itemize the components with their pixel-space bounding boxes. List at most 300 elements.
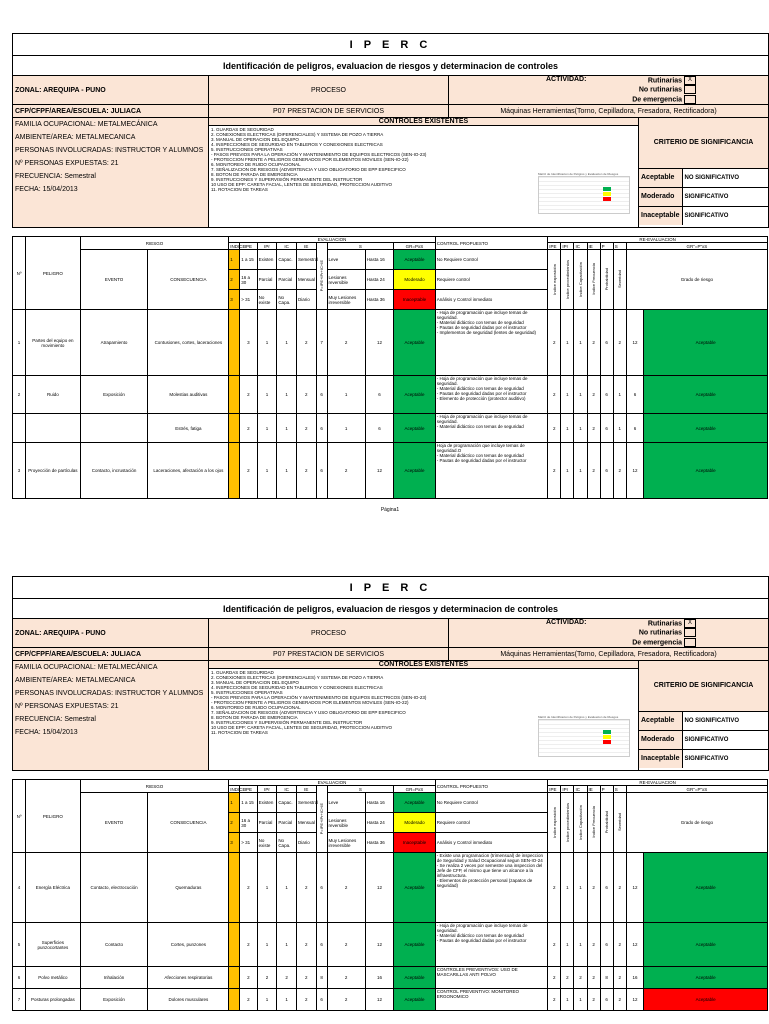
eval-value: 6 — [316, 853, 327, 923]
row-number: 2 — [13, 376, 26, 414]
criterio-cell — [639, 661, 769, 771]
indice-cell — [229, 989, 240, 1011]
evento-cell: Contacto, incrustación — [80, 443, 148, 499]
r3c: No Capa. — [277, 833, 297, 853]
row-number: 1 — [13, 310, 26, 376]
g1: Aceptable — [394, 250, 436, 270]
evento-cell — [80, 414, 148, 443]
reeval-value: 2 — [548, 967, 561, 989]
reeval-value: 2 — [613, 989, 626, 1011]
reeval-value: 1 — [561, 989, 574, 1011]
eval-value: 2 — [327, 443, 365, 499]
col-reeval: RE-EVALUACION — [548, 780, 768, 786]
reeval-value: 2 — [613, 310, 626, 376]
familia-label: FAMILIA OCUPACIONAL: METALMECÁNICA — [15, 664, 158, 672]
reeval-value: 2 — [548, 989, 561, 1011]
control-item: 6. MONITOREO DE RUIDO OCUPACIONAL — [211, 162, 301, 168]
significativo2-label: SIGNIFICATIVO — [684, 212, 729, 219]
cfp-label: CFP/CFPF/AREA/ESCUELA: JULIACA — [13, 105, 209, 118]
r1c: Capac. — [277, 793, 297, 813]
risk-grid-2 — [12, 779, 768, 1011]
eval-value: 1 — [257, 414, 277, 443]
reeval-value: 1 — [574, 443, 587, 499]
r2a: 16 a 30 — [240, 270, 257, 290]
g1: Aceptable — [394, 793, 436, 813]
reeval-value: 2 — [587, 853, 600, 923]
control-item: 9. INSTRUCCIONES Y SUPERVISIÓN PERMANENTE DEL INSTRUCTOR — [211, 177, 363, 183]
control-item: 10 USO DE EPP: CARETA FACIAL, LENTES DE SEGURIDAD, PROTECCION AUDITIVO — [211, 725, 392, 731]
reeval-value: 2 — [548, 853, 561, 923]
grado-cell: Aceptable — [394, 443, 436, 499]
eval-value: 6 — [316, 989, 327, 1011]
reeval-value: 2 — [613, 923, 626, 967]
control-item: 1. GUARDAS DE SEGURIDAD — [211, 127, 274, 133]
h3: Hasta 36 — [365, 290, 393, 310]
table-row — [13, 967, 768, 989]
inaceptable-label: Inaceptable — [639, 749, 682, 768]
reeval-value: 2 — [613, 853, 626, 923]
controles-cell — [209, 118, 639, 228]
reeval-value: 6 — [600, 989, 613, 1011]
s1: Leve — [327, 250, 365, 270]
reeval-value: 16 — [626, 967, 643, 989]
evento-cell: Exposición — [80, 989, 148, 1011]
fecha-label: FECHA: 15/04/2013 — [15, 186, 78, 194]
reeval-value: 1 — [561, 414, 574, 443]
evento-cell: Atrapamiento — [80, 310, 148, 376]
col-reeval: RE-EVALUACION — [548, 237, 768, 243]
h-ic: IC — [277, 243, 297, 250]
grado-cell: Aceptable — [394, 414, 436, 443]
v6: Severidad — [617, 270, 623, 289]
s2: Lesiones reversible — [327, 813, 365, 833]
h3: Hasta 36 — [365, 833, 393, 853]
eval-value: 2 — [296, 376, 316, 414]
reeval-value: 1 — [561, 443, 574, 499]
eval-value: 12 — [365, 853, 393, 923]
col-control: CONTROL PROPUESTO — [435, 780, 548, 793]
indice-cell — [229, 443, 240, 499]
aceptable-label: Aceptable — [639, 168, 682, 187]
reeval-value: 2 — [587, 443, 600, 499]
no-significativo-label: NO SIGNIFICATIVO — [682, 711, 768, 730]
frecuencia-label: FRECUENCIA: Semestral — [15, 716, 96, 724]
grid-body-2 — [13, 853, 768, 1011]
eval-value: 2 — [240, 967, 257, 989]
indice-3: 3 — [229, 833, 240, 853]
reeval-value: 6 — [600, 310, 613, 376]
control-item: 3. MANUAL DE OPERACION DEL EQUIPO — [211, 137, 299, 143]
eval-value: 1 — [327, 414, 365, 443]
consecuencia-cell: Afecciones respiratorias — [148, 967, 229, 989]
h-evento: EVENTO — [80, 250, 148, 310]
criterio-table — [639, 118, 768, 225]
page-number: Página1 — [380, 507, 400, 514]
reeval-value: 2 — [613, 967, 626, 989]
eval-value: 1 — [277, 443, 297, 499]
reeval-value: 2 — [548, 443, 561, 499]
reeval-value: 1 — [561, 853, 574, 923]
row-number: 7 — [13, 989, 26, 1011]
s3: Muy Lesiones irreversible — [327, 833, 365, 853]
h-ipr: IPr — [257, 243, 277, 250]
rutinarias-checkbox[interactable]: X — [684, 76, 696, 85]
info-cell — [13, 661, 209, 771]
no-rutinarias-checkbox[interactable] — [684, 85, 696, 94]
emergencia-label: De emergencia — [632, 639, 683, 647]
consecuencia-cell: Molestias auditivas — [148, 376, 229, 414]
fecha-label: FECHA: 15/04/2013 — [15, 729, 78, 737]
r2d: Mensual — [296, 813, 316, 833]
reeval-value: 6 — [626, 376, 643, 414]
actividad-cell — [449, 619, 769, 648]
h-gr2: GR"=P"xS — [626, 786, 767, 793]
eval-value: 2 — [296, 310, 316, 376]
r3c: No Capa. — [277, 290, 297, 310]
reeval-value: 6 — [600, 923, 613, 967]
row-number: 6 — [13, 967, 26, 989]
actividad-label: ACTIVIDAD: — [546, 76, 587, 83]
control-cell: CONTROL PREVENTIVO: MONITOREO ERGONOMICO — [435, 989, 548, 1011]
indice-cell — [229, 853, 240, 923]
h-ie: IE — [296, 243, 316, 250]
no-rutinarias-label: No rutinarias — [638, 86, 683, 94]
h-gr: GR=PxS — [394, 786, 436, 793]
eval-value: 2 — [240, 923, 257, 967]
v3: Indice Capacitación — [577, 261, 583, 297]
eval-value: 2 — [327, 923, 365, 967]
grado-cell: Aceptable — [394, 989, 436, 1011]
g3: Inaceptable — [394, 290, 436, 310]
h-ipr: IPr — [257, 786, 277, 793]
control-item: - PROTECCION FRENTE A PELIGROS GENERADOS POR ELEMENTOS MOVILES (SEN-IO-22) — [211, 157, 409, 163]
s2: Lesiones reversible — [327, 270, 365, 290]
rutinarias-label: Rutinarias — [647, 620, 683, 628]
h-indice: INDICE — [230, 243, 246, 249]
eval-value: 6 — [365, 376, 393, 414]
eval-value: 2 — [296, 923, 316, 967]
peligro-cell: Partes del equipo en movimiento — [26, 310, 81, 376]
c2: Requiere control — [435, 813, 548, 833]
eval-value: 7 — [316, 310, 327, 376]
emergencia-checkbox[interactable] — [684, 638, 696, 647]
emergencia-checkbox[interactable] — [684, 95, 696, 104]
indice-cell — [229, 310, 240, 376]
reeval-value: 2 — [548, 414, 561, 443]
ambiente-label: AMBIENTE/AREA: METALMECANICA — [15, 134, 136, 142]
peligro-cell: Posturas prolongadas — [26, 989, 81, 1011]
reeval-value: 2 — [587, 923, 600, 967]
reeval-value: 12 — [626, 923, 643, 967]
indice-3: 3 — [229, 290, 240, 310]
header-table — [12, 576, 769, 771]
col-n: Nº — [13, 780, 26, 853]
control-item: 8. BOTON DE PARADA DE EMERGENCIA — [211, 172, 298, 178]
h-ic2: IC — [574, 786, 587, 793]
row-number: 3 — [13, 443, 26, 499]
v6: Severidad — [617, 813, 623, 832]
matrix-thumbnail — [538, 126, 638, 219]
h-p2: P — [600, 786, 613, 793]
criterio-table — [639, 661, 768, 768]
reeval-value: 1 — [574, 376, 587, 414]
r2c: Parcial — [277, 270, 297, 290]
r1a: 1 a 15 — [240, 250, 257, 270]
h-gr2: GR"=P"xS — [626, 243, 767, 250]
reeval-value: 2 — [587, 989, 600, 1011]
indice-cell — [229, 414, 240, 443]
control-item: 7. SEÑALIZACION DE RIESGOS (ADVERTENCIA Y USO OBLIGATORIO DE EPP ESPECIFICO — [211, 167, 406, 173]
g3: Inaceptable — [394, 833, 436, 853]
row-number: 5 — [13, 923, 26, 967]
r1d: Semestral — [296, 793, 316, 813]
grado: Grado de riesgo — [626, 250, 767, 310]
h-ie2: IE — [587, 786, 600, 793]
eval-value: 2 — [327, 310, 365, 376]
indice-2: 2 — [229, 270, 240, 290]
aceptable-label: Aceptable — [639, 711, 682, 730]
eval-value: 2 — [240, 414, 257, 443]
reeval-grado-cell: Aceptable — [644, 414, 768, 443]
r3b: No existe — [257, 833, 277, 853]
r2c: Parcial — [277, 813, 297, 833]
expuestas-label: Nº PERSONAS EXPUESTAS: 21 — [15, 703, 119, 711]
eval-value: 2 — [327, 989, 365, 1011]
v3: Indice Capacitación — [577, 804, 583, 840]
h-evento: EVENTO — [80, 793, 148, 853]
h1: Hasta 16 — [365, 250, 393, 270]
c1: No Requiere Control — [435, 793, 548, 813]
table-row — [13, 989, 768, 1011]
reeval-value: 12 — [626, 853, 643, 923]
control-item: 4. INSPECCIONES DE SEGURIDAD EN TABLEROS Y CONEXIONES ELECTRICAS — [211, 685, 383, 691]
row-number: 4 — [13, 853, 26, 923]
no-rutinarias-checkbox[interactable] — [684, 628, 696, 637]
evento-cell: Contacto, electrocución — [80, 853, 148, 923]
h-s: S — [327, 243, 394, 250]
g2: Moderado — [394, 270, 436, 290]
c3: Análisis y Control inmediato — [435, 290, 548, 310]
reeval-value: 8 — [600, 967, 613, 989]
r1b: Existen — [257, 793, 277, 813]
consecuencia-cell: Quemaduras — [148, 853, 229, 923]
risk-grid-1 — [12, 236, 768, 499]
h-ie: IE — [296, 786, 316, 793]
reeval-value: 2 — [548, 310, 561, 376]
indice-cell — [229, 967, 240, 989]
reeval-value: 2 — [561, 967, 574, 989]
familia-label: FAMILIA OCUPACIONAL: METALMECÁNICA — [15, 121, 158, 129]
eval-value: 12 — [365, 989, 393, 1011]
grado: Grado de riesgo — [626, 793, 767, 853]
peligro-cell: Polvo metálico — [26, 967, 81, 989]
indice-1: 1 — [229, 250, 240, 270]
row-number — [13, 414, 26, 443]
doc-title: I P E R C — [13, 577, 769, 599]
eval-value: 1 — [277, 310, 297, 376]
reeval-value: 2 — [587, 310, 600, 376]
ambiente-label: AMBIENTE/AREA: METALMECANICA — [15, 677, 136, 685]
eval-value: 2 — [296, 989, 316, 1011]
r1a: 1 a 15 — [240, 793, 257, 813]
eval-value: 2 — [277, 967, 297, 989]
reeval-value: 12 — [626, 443, 643, 499]
eval-value: 1 — [257, 376, 277, 414]
h-consecuencia: CONSECUENCIA — [148, 793, 229, 853]
h-prob: P=IPE+IPr+IC+IE — [319, 802, 325, 835]
v2: Indice procedimientos — [564, 802, 570, 842]
reeval-value: 1 — [561, 376, 574, 414]
indice-1: 1 — [229, 793, 240, 813]
eval-value: 6 — [316, 443, 327, 499]
table-row — [13, 443, 768, 499]
r3d: Diario — [296, 290, 316, 310]
reeval-value: 12 — [626, 989, 643, 1011]
h2: Hasta 24 — [365, 813, 393, 833]
reeval-value: 1 — [574, 853, 587, 923]
significativo2-label: SIGNIFICATIVO — [684, 755, 729, 762]
h-consecuencia: CONSECUENCIA — [148, 250, 229, 310]
emergencia-label: De emergencia — [632, 96, 683, 104]
reeval-value: 1 — [613, 376, 626, 414]
doc-subtitle: Identificación de peligros, evaluacion de riesgos y determinacion de controles — [13, 599, 769, 619]
v1: Indice exposición — [551, 806, 557, 838]
c2: Requiere control — [435, 270, 548, 290]
eval-value: 2 — [240, 376, 257, 414]
iperc-page-2 — [12, 576, 768, 1011]
control-cell: - Existe una programacion (trimensual) de inspeccion de Seguridad y Salud Ocupacional segun SEN-IO-24 - Se realiza 2 veces por semestre una inspeccion del Jefe de CFP, el mismo que tiene un alcance a la infraestructura. - Elementos de protección personal (zapatos de seguridad) — [435, 853, 548, 923]
eval-value: 2 — [327, 967, 365, 989]
h2: Hasta 24 — [365, 270, 393, 290]
control-item: 3. MANUAL DE OPERACION DEL EQUIPO — [211, 680, 299, 686]
control-item: 8. BOTON DE PARADA DE EMERGENCIA — [211, 715, 298, 721]
doc-subtitle: Identificación de peligros, evaluacion de riesgos y determinacion de controles — [13, 56, 769, 76]
control-item: 11. ROTACION DE TAREAS — [211, 187, 268, 193]
reeval-grado-cell: Aceptable — [644, 376, 768, 414]
control-cell: - Hoja de programación que incluye temas de seguridad. - Material didáctico con temas de seguridad - Pautas de seguridad dadas por el instructor — [435, 923, 548, 967]
h-ipr2: IPr — [561, 786, 574, 793]
rutinarias-checkbox[interactable]: X — [684, 619, 696, 628]
grado-cell: Aceptable — [394, 310, 436, 376]
grado-cell: Aceptable — [394, 853, 436, 923]
col-peligro: PELIGRO — [26, 237, 81, 310]
r2b: Parcial — [257, 813, 277, 833]
reeval-grado-cell: Aceptable — [644, 967, 768, 989]
control-cell: - Hoja de programación que incluye temas de seguridad. - Material didáctico con temas de seguridad — [435, 414, 548, 443]
eval-value: 2 — [257, 967, 277, 989]
matrix-thumbnail — [538, 669, 638, 762]
eval-value: 1 — [277, 376, 297, 414]
no-significativo-label: NO SIGNIFICATIVO — [682, 168, 768, 187]
h-ipe2: IPE — [548, 786, 561, 793]
reeval-value: 2 — [548, 376, 561, 414]
reeval-value: 2 — [587, 967, 600, 989]
control-item: 1. GUARDAS DE SEGURIDAD — [211, 670, 274, 676]
reeval-grado-cell: Aceptable — [644, 853, 768, 923]
eval-value: 1 — [257, 989, 277, 1011]
r1b: Existen — [257, 250, 277, 270]
eval-value: 3 — [240, 310, 257, 376]
proceso-label: PROCESO — [209, 76, 449, 105]
eval-value: 1 — [257, 443, 277, 499]
v5: Probabilidad — [604, 267, 610, 291]
reeval-value: 1 — [574, 989, 587, 1011]
reeval-grado-cell: Aceptable — [644, 310, 768, 376]
proceso-value: P07 PRESTACION DE SERVICIOS — [209, 648, 449, 661]
r1c: Capac. — [277, 250, 297, 270]
v4: Indice Frecuencia — [591, 806, 597, 838]
eval-value: 2 — [296, 967, 316, 989]
eval-value: 2 — [240, 443, 257, 499]
personas-label: PERSONAS INVOLUCRADAS: INSTRUCTOR Y ALUMNOS — [15, 690, 204, 698]
eval-value: 1 — [257, 310, 277, 376]
eval-value: 1 — [277, 989, 297, 1011]
col-n: Nº — [13, 237, 26, 310]
h-s: S — [327, 786, 394, 793]
control-cell: - Hoja de programación que incluye temas de seguridad. - Material didáctico con temas de seguridad - Pautas de seguridad dadas por el instructor - Implementos de seguridad (lentes de seguridad) — [435, 310, 548, 376]
reeval-grado-cell: Aceptable — [644, 923, 768, 967]
controles-title: CONTROLES EXISTENTES — [209, 661, 638, 669]
reeval-value: 1 — [613, 414, 626, 443]
reeval-value: 2 — [587, 376, 600, 414]
header-table — [12, 33, 769, 228]
eval-value: 2 — [240, 853, 257, 923]
eval-value: 6 — [316, 923, 327, 967]
col-riesgo: RIESGO — [80, 780, 229, 793]
consecuencia-cell: Cortes, punzones — [148, 923, 229, 967]
h-ipr2: IPr — [561, 243, 574, 250]
moderado-label: Moderado — [639, 730, 682, 749]
indice-cell — [229, 923, 240, 967]
r3a: > 31 — [240, 290, 257, 310]
c1: No Requiere Control — [435, 250, 548, 270]
control-item: 7. SEÑALIZACION DE RIESGOS (ADVERTENCIA Y USO OBLIGATORIO DE EPP ESPECIFICO — [211, 710, 406, 716]
table-row — [13, 923, 768, 967]
grado-cell: Aceptable — [394, 923, 436, 967]
no-rutinarias-label: No rutinarias — [638, 629, 683, 637]
v5: Probabilidad — [604, 810, 610, 834]
table-row — [13, 853, 768, 923]
reeval-grado-cell: Aceptable — [644, 443, 768, 499]
g2: Moderado — [394, 813, 436, 833]
control-item: 2. CONEXIONES ELECTRICAS (DIFERENCIALES) Y SISTEMA DE POZO A TIERRA — [211, 132, 384, 138]
r2a: 16 a 30 — [240, 813, 257, 833]
thumb-caption: Matriz de Identificacion de Peligros y Evaluacion de Riesgos — [538, 172, 619, 177]
reeval-value: 6 — [600, 853, 613, 923]
actividad-label: ACTIVIDAD: — [546, 619, 587, 626]
control-item: 2. CONEXIONES ELECTRICAS (DIFERENCIALES) Y SISTEMA DE POZO A TIERRA — [211, 675, 384, 681]
indice-2: 2 — [229, 813, 240, 833]
v2: Indice procedimientos — [564, 259, 570, 299]
consecuencia-cell: Estrés, fatiga — [148, 414, 229, 443]
doc-title: I P E R C — [13, 34, 769, 56]
r2b: Parcial — [257, 270, 277, 290]
h-ipe2: IPE — [548, 243, 561, 250]
eval-value: 12 — [365, 310, 393, 376]
h-ic: IC — [277, 786, 297, 793]
col-riesgo: RIESGO — [80, 237, 229, 250]
reeval-value: 2 — [548, 923, 561, 967]
control-item: 6. MONITOREO DE RUIDO OCUPACIONAL — [211, 705, 301, 711]
h-ipe: IPE — [240, 786, 257, 793]
control-item: 9. INSTRUCCIONES Y SUPERVISIÓN PERMANENTE DEL INSTRUCTOR — [211, 720, 363, 726]
s3: Muy Lesiones irreversible — [327, 290, 365, 310]
eval-value: 6 — [365, 414, 393, 443]
inaceptable-label: Inaceptable — [639, 206, 682, 225]
reeval-value: 6 — [600, 443, 613, 499]
maquinas-label: Máquinas Herramientas(Torno, Cepilladora, Fresadora, Rectificadora) — [449, 648, 769, 661]
s1: Leve — [327, 793, 365, 813]
